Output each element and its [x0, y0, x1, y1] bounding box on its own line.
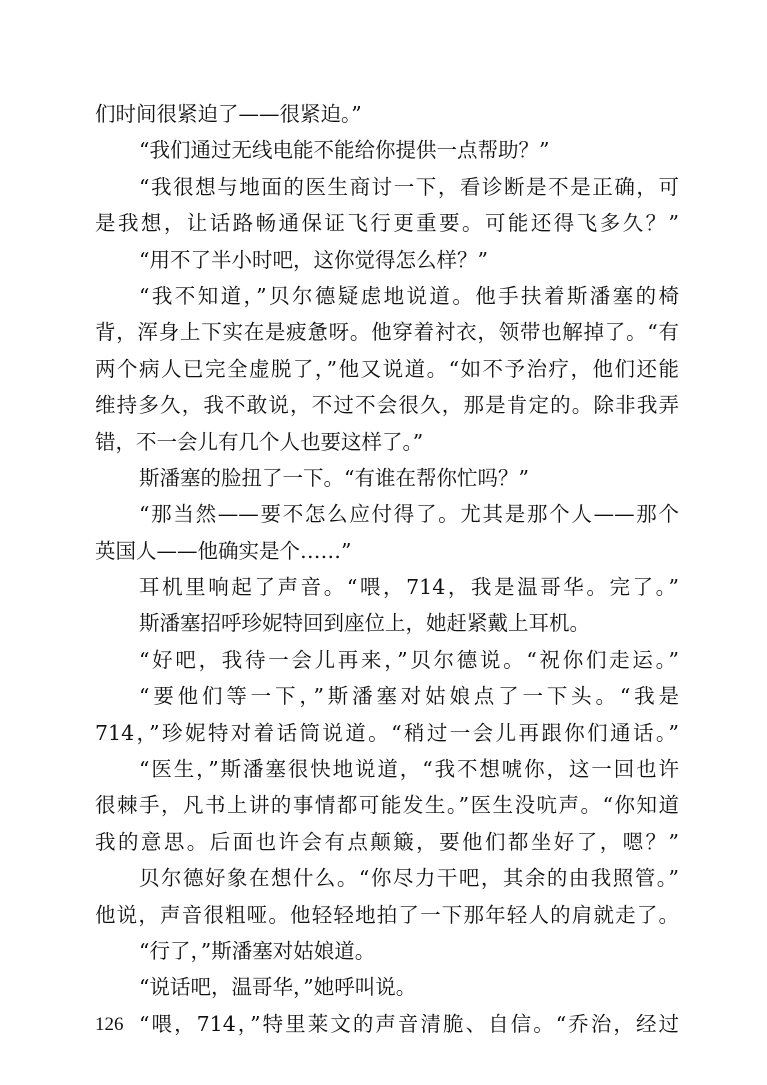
text-line: “用不了半小时吧，这你觉得怎么样？” [139, 247, 488, 272]
text-line: 错，不一会儿有几个人也要这样了。” [95, 429, 424, 454]
text-line: 斯潘塞的脸扭了一下。“有谁在帮你忙吗？” [139, 465, 529, 490]
text-line: “说话吧，温哥华，”她呼叫说。 [139, 975, 417, 1000]
text-line: “行了，”斯潘塞对姑娘道。 [139, 938, 376, 963]
text-line: 两个病人已完全虚脱了，”他又说道。“如不予治疗，他们还能 [95, 356, 679, 381]
text-line: “好吧，我待一会儿再来，”贝尔德说。“祝你们走运。” [139, 647, 679, 672]
text-line: 们时间很紧迫了——很紧迫。” [95, 102, 362, 126]
text-line: “我很想与地面的医生商讨一下，看诊断是不是正确，可 [139, 174, 679, 199]
text-line: “我不知道，”贝尔德疑虑地说道。他手扶着斯潘塞的椅 [139, 283, 679, 308]
text-line: “医生，”斯潘塞很快地说道，“我不想唬你，这一回也许 [139, 757, 679, 782]
text-line: “我们通过无线电能不能给你提供一点帮助？” [139, 138, 550, 163]
text-line: 斯潘塞招呼珍妮特回到座位上，她赶紧戴上耳机。 [139, 611, 590, 636]
text-line: 他说，声音很粗哑。他轻轻地拍了一下那年轻人的肩就走了。 [95, 902, 679, 927]
text-line: 很棘手，凡书上讲的事情都可能发生。”医生没吭声。“你知道 [95, 793, 679, 818]
text-line: 英国人——他确实是个……” [95, 538, 352, 563]
text-line: 我的意思。后面也许会有点颠簸，要他们都坐好了，嗯？” [95, 829, 679, 854]
text-line: 耳机里响起了声音。“喂，714，我是温哥华。完了。” [139, 575, 679, 600]
text-line: 贝尔德好象在想什么。“你尽力干吧，其余的由我照管。” [139, 866, 679, 891]
text-line: 背，浑身上下实在是疲惫呀。他穿着衬衣，领带也解掉了。“有 [95, 320, 679, 345]
text-line: 是我想，让话路畅通保证飞行更重要。可能还得飞多久？” [95, 211, 679, 236]
text-line: 维持多久，我不敢说，不过不会很久，那是肯定的。除非我弄 [95, 393, 679, 418]
text-line: “要他们等一下，”斯潘塞对姑娘点了一下头。“我是 [139, 684, 679, 709]
text-line: “那当然——要不怎么应付得了。尤其是那个人——那个 [139, 502, 679, 527]
page-number: 126 [95, 1014, 124, 1035]
body-text [95, 96, 679, 1042]
text-line: “喂，714，”特里莱文的声音清脆、自信。“乔治，经过 [139, 1011, 679, 1036]
text-line: 714，”珍妮特对着话筒说道。“稍过一会儿再跟你们通话。” [95, 720, 679, 745]
